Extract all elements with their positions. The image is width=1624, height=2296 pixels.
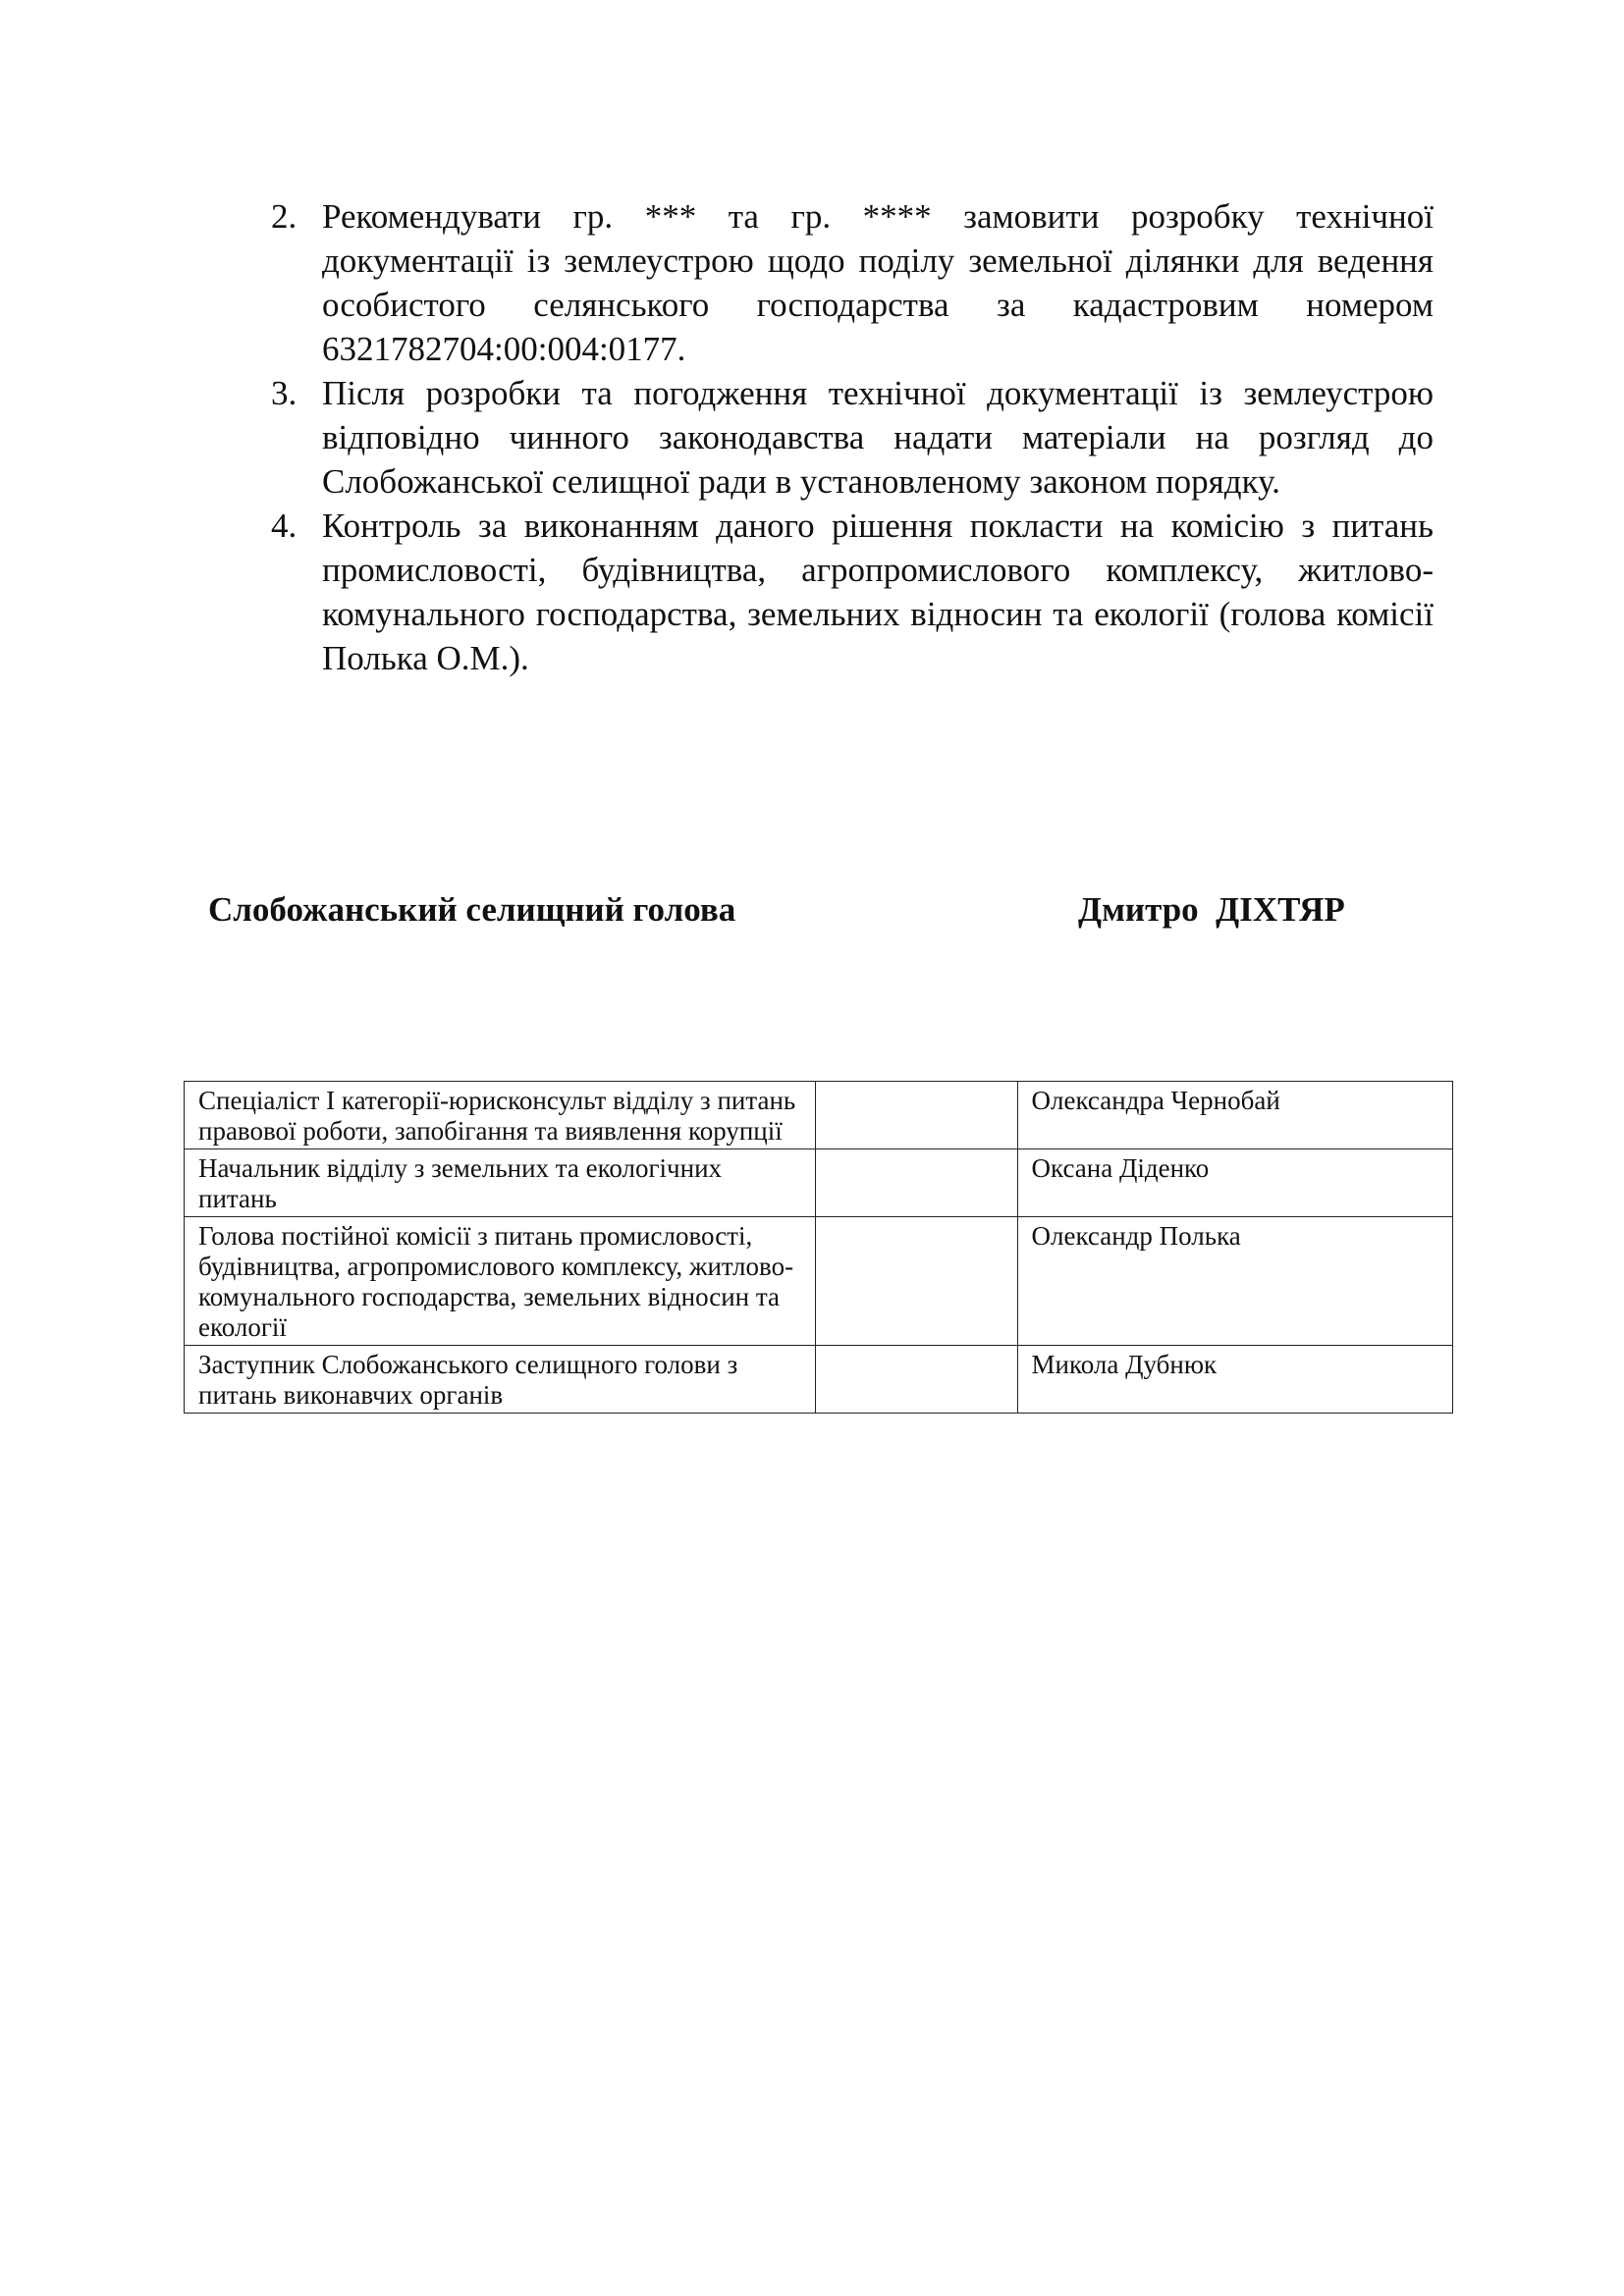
item-number: 2. xyxy=(271,197,298,236)
item-text: Після розробки та погодження технічної документації із землеустрою відповідно чинного законодавства надати матеріали на розгляд до Слобожанської селищної ради в установленому законом порядку. xyxy=(322,374,1434,501)
decision-item-3 xyxy=(265,371,1434,504)
table-row xyxy=(185,1149,1453,1217)
position-cell: Спеціаліст І категорії-юрисконсульт відділу з питань правової роботи, запобігання та виявлення корупції xyxy=(185,1082,816,1149)
table-row xyxy=(185,1346,1453,1414)
name-cell: Олександра Чернобай xyxy=(1017,1082,1452,1149)
signatory-name: Дмитро ДІХТЯР xyxy=(1078,890,1345,929)
position-cell: Голова постійної комісії з питань промисловості, будівництва, агропромислового комплексу, житлово-комунального господарства, земельних відносин та екології xyxy=(185,1217,816,1346)
decision-item-4 xyxy=(265,504,1434,680)
table-row xyxy=(185,1082,1453,1149)
signature-block xyxy=(208,887,1386,936)
signature-cell xyxy=(816,1217,1018,1346)
signature-cell xyxy=(816,1082,1018,1149)
position-cell: Заступник Слобожанського селищного голови з питань виконавчих органів xyxy=(185,1346,816,1414)
item-number: 3. xyxy=(271,374,298,412)
name-cell: Микола Дубнюк xyxy=(1017,1346,1452,1414)
item-number: 4. xyxy=(271,507,298,545)
signature-cell xyxy=(816,1346,1018,1414)
item-text: Контроль за виконанням даного рішення покласти на комісію з питань промисловості, будівництва, агропромислового комплексу, житлово-комунального господарства, земельних відносин та екології (голова комісії Полька О.М.). xyxy=(322,507,1434,677)
signatory-title: Слобожанський селищний голова xyxy=(208,890,736,929)
approvals-table xyxy=(184,1081,1453,1414)
item-text: Рекомендувати гр. *** та гр. **** замовити розробку технічної документації із землеустрою щодо поділу земельної ділянки для ведення особистого селянського господарства за кадастровим номером 6321782704:00:004:0177. xyxy=(322,197,1434,368)
decision-item-2 xyxy=(265,194,1434,371)
name-cell: Оксана Діденко xyxy=(1017,1149,1452,1217)
signature-cell xyxy=(816,1149,1018,1217)
table-row xyxy=(185,1217,1453,1346)
name-cell: Олександр Полька xyxy=(1017,1217,1452,1346)
decision-list xyxy=(265,194,1434,680)
position-cell: Начальник відділу з земельних та екологічних питань xyxy=(185,1149,816,1217)
